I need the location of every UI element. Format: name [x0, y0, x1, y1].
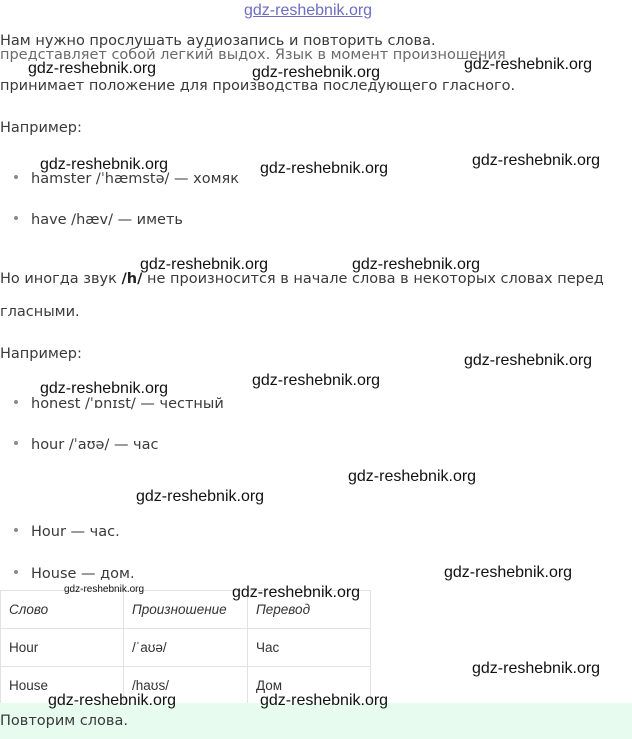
- bullet-icon: [14, 400, 18, 404]
- table-cell: Hour: [1, 629, 124, 667]
- table-cell: /haʊs/: [124, 667, 248, 705]
- bullet-icon: [14, 528, 18, 532]
- watermark: gdz-reshebnik.org: [40, 156, 169, 173]
- table-header-cell: Произношение: [124, 591, 248, 629]
- example-label-1: Например:: [0, 120, 82, 136]
- list-item: hamster /ˈhæmstə/ — хомяк: [14, 171, 239, 187]
- watermark: gdz-reshebnik.org: [348, 468, 477, 485]
- para2-line-2: гласными.: [0, 304, 80, 320]
- watermark: gdz-reshebnik.org: [444, 564, 573, 581]
- watermark: gdz-reshebnik.org: [472, 152, 601, 169]
- table-header-cell: Перевод: [248, 591, 371, 629]
- watermark: gdz-reshebnik.org: [260, 692, 389, 709]
- table-row: [1, 629, 371, 667]
- bullet-icon: [14, 441, 18, 445]
- list-item: honest /ˈɒnɪst/ — честный: [14, 396, 224, 412]
- list-item: have /hæv/ — иметь: [14, 212, 183, 228]
- intro-line-1: Нам нужно прослушать аудиозапись и повторить слова.: [0, 33, 436, 49]
- watermark: gdz-reshebnik.org: [464, 352, 593, 369]
- watermark: gdz-reshebnik.org: [136, 488, 265, 505]
- intro-line-3: принимает положение для производства последующего гласного.: [0, 78, 516, 94]
- watermark-link[interactable]: gdz-reshebnik.org: [244, 2, 373, 19]
- list-item: House — дом.: [14, 566, 135, 582]
- watermark: gdz-reshebnik.org: [472, 660, 601, 677]
- table-cell: Час: [248, 629, 371, 667]
- words-table: [0, 590, 371, 705]
- table-cell: House: [1, 667, 124, 705]
- watermark: gdz-reshebnik.org: [252, 372, 381, 389]
- list-item: Hour — час.: [14, 524, 120, 540]
- table-cell: /ˈaʊə/: [124, 629, 248, 667]
- bullet-icon: [14, 175, 18, 179]
- watermark: gdz-reshebnik.org: [352, 256, 481, 273]
- watermark: gdz-reshebnik.org: [464, 56, 593, 73]
- table-cell: Дом: [248, 667, 371, 705]
- bullet-icon: [14, 570, 18, 574]
- watermark: gdz-reshebnik.org: [28, 60, 157, 77]
- example-label-2: Например:: [0, 346, 82, 362]
- list-item: hour /ˈaʊə/ — час: [14, 437, 158, 453]
- watermark: gdz-reshebnik.org: [40, 380, 169, 397]
- para2-line-1: Но иногда звук /h/ не произносится в начале слова в некоторых словах перед: [0, 271, 604, 287]
- watermark: gdz-reshebnik.org: [140, 256, 269, 273]
- watermark: gdz-reshebnik.org: [232, 584, 361, 601]
- intro-line-2: представляет собой легкий выдох. Язык в момент произношения: [0, 47, 506, 63]
- table-header-cell: Слово: [1, 591, 124, 629]
- footer-text: Повторим слова.: [0, 713, 128, 729]
- bullet-icon: [14, 216, 18, 220]
- watermark: gdz-reshebnik.org: [252, 64, 381, 81]
- watermark: gdz-reshebnik.org: [260, 160, 389, 177]
- watermark: gdz-reshebnik.org: [64, 584, 145, 595]
- watermark: gdz-reshebnik.org: [48, 692, 177, 709]
